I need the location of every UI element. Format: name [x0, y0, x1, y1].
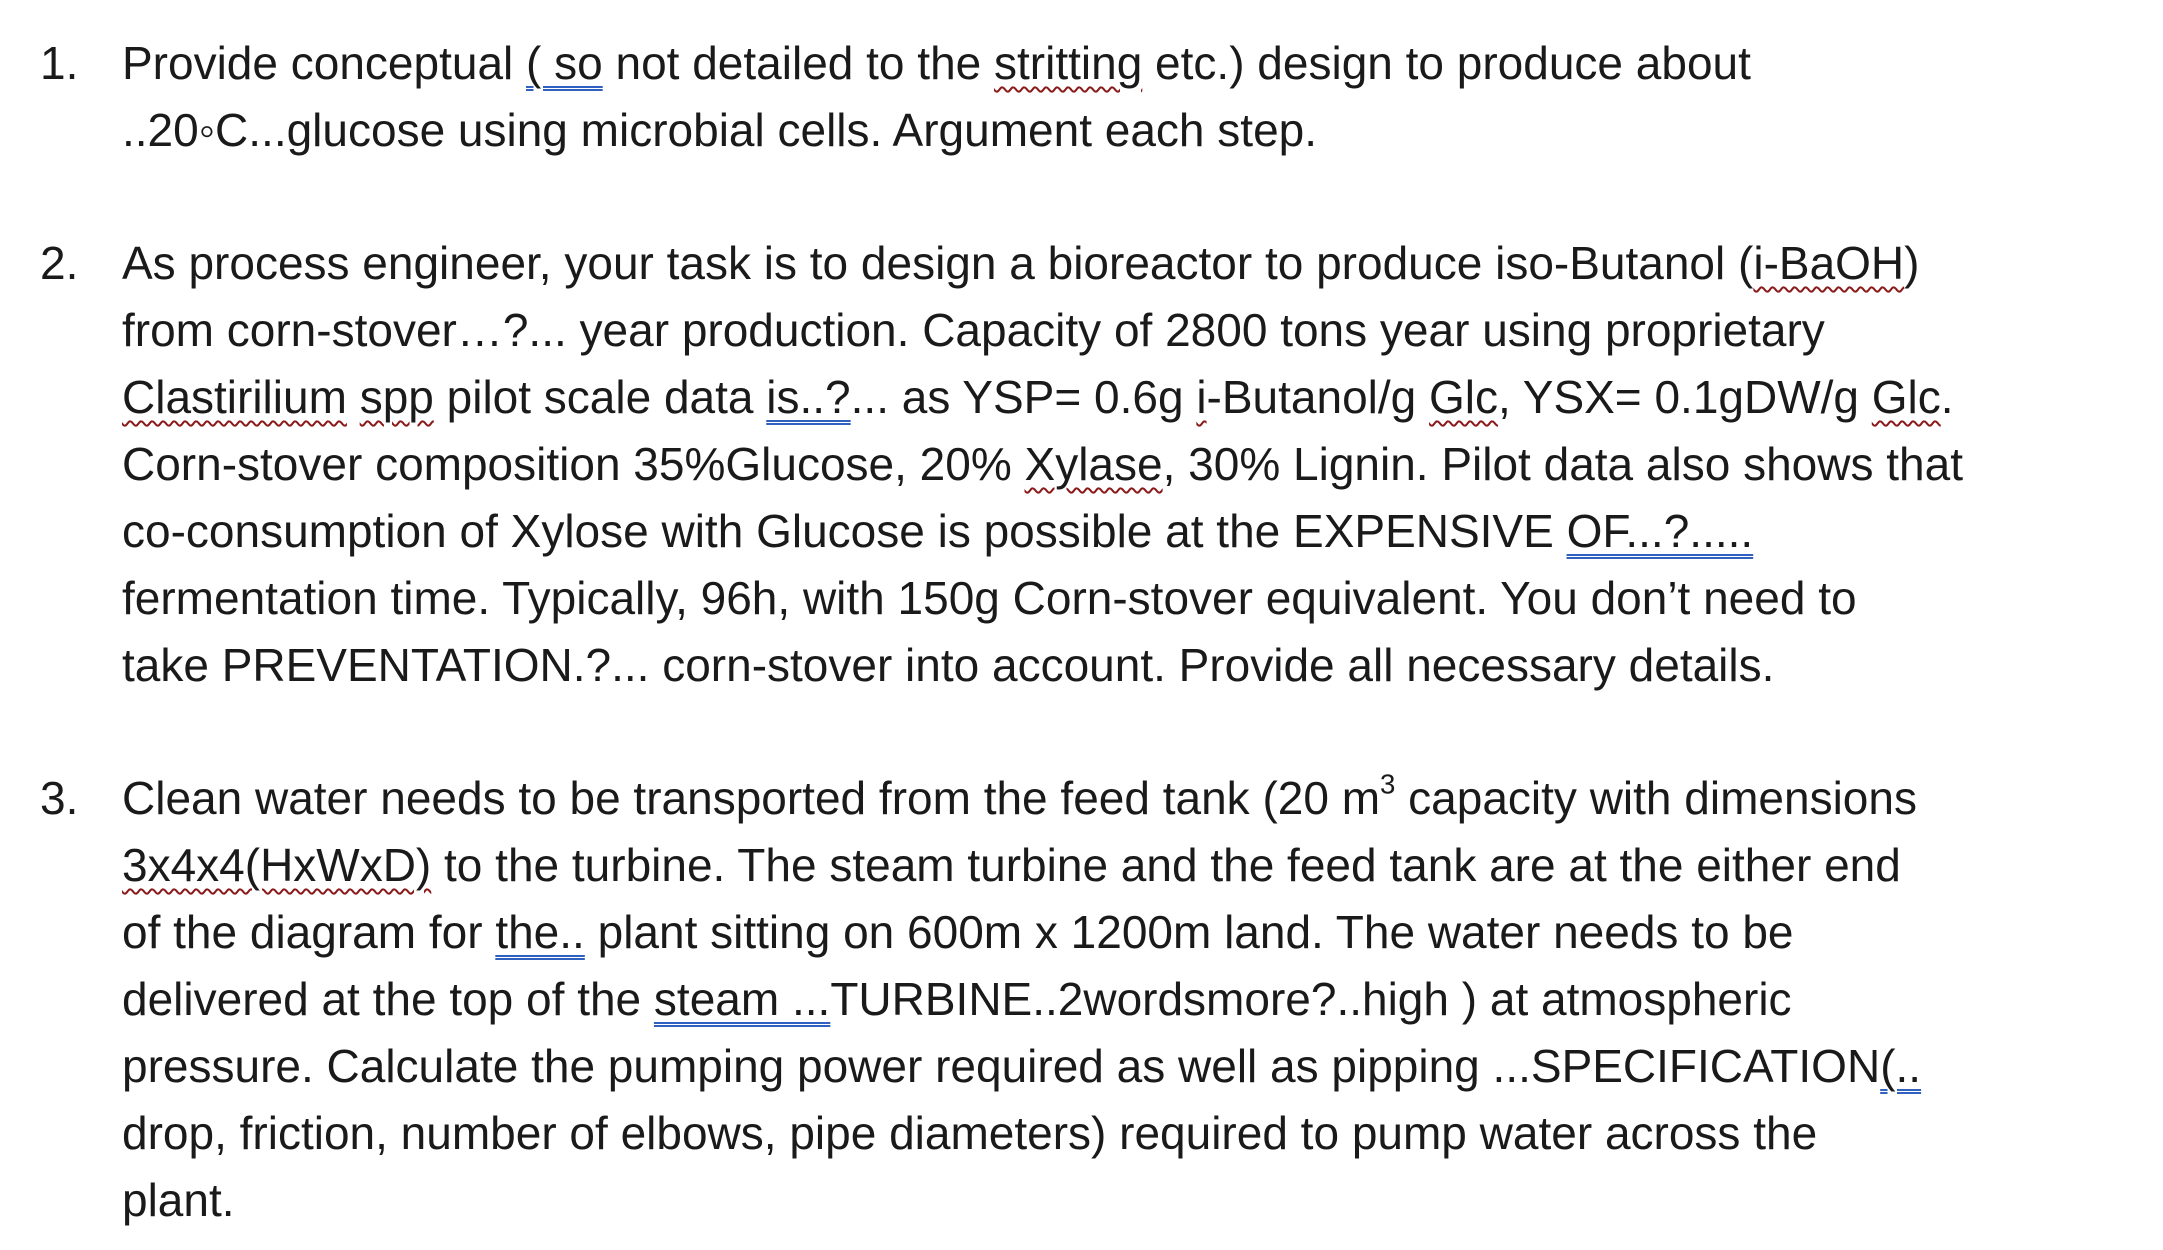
document-body	[40, 30, 2130, 1234]
question-2	[40, 230, 2130, 699]
question-text	[122, 230, 2130, 699]
text-line: delivered at the top of the steam ...TURBINE..2wordsmore?..high ) at atmospheric	[122, 973, 1792, 1025]
question-text	[122, 765, 2130, 1234]
text-line: drop, friction, number of elbows, pipe diameters) required to pump water across the	[122, 1107, 1818, 1159]
question-number: 1.	[40, 37, 79, 89]
text-line: plant.	[122, 1174, 235, 1226]
text-line: take PREVENTATION.?... corn-stover into account. Provide all necessary details.	[122, 639, 1775, 691]
text-line: pressure. Calculate the pumping power required as well as pipping ...SPECIFICATION(..	[122, 1040, 1922, 1092]
text-line: fermentation time. Typically, 96h, with 150g Corn-stover equivalent. You don’t need to	[122, 572, 1857, 624]
text-line: from corn-stover…?... year production. Capacity of 2800 tons year using proprietary	[122, 304, 1825, 356]
text-line: 3x4x4(HxWxD) to the turbine. The steam turbine and the feed tank are at the either end	[122, 839, 1901, 891]
question-1	[40, 30, 2130, 164]
text-line: Clean water needs to be transported from the feed tank (20 $m^3$ capacity with dimensions	[122, 768, 1917, 824]
question-number: 3.	[40, 772, 79, 824]
text-line: As process engineer, your task is to design a bioreactor to produce iso-Butanol (i-BaOH)	[122, 237, 1920, 289]
question-number: 2.	[40, 237, 79, 289]
question-3	[40, 765, 2130, 1234]
superscript-3: 3	[1380, 768, 1396, 800]
text-line: co-consumption of Xylose with Glucose is possible at the EXPENSIVE OF...?.....	[122, 505, 1754, 557]
text-line: Clastirilium spp pilot scale data is..?... as YSP= 0.6g i-Butanol/g Glc, YSX= 0.1gDW/g Glc.	[122, 371, 1954, 423]
question-text	[122, 30, 2130, 164]
text-line: Provide conceptual ( so not detailed to the stritting etc.) design to produce about	[122, 37, 1751, 89]
text-line: ..20◦C...glucose using microbial cells. Argument each step.	[122, 104, 1318, 156]
text-line: Corn-stover composition 35%Glucose, 20% Xylase, 30% Lignin. Pilot data also shows that	[122, 438, 1963, 490]
text-line: of the diagram for the.. plant sitting on 600m x 1200m land. The water needs to be	[122, 906, 1794, 958]
